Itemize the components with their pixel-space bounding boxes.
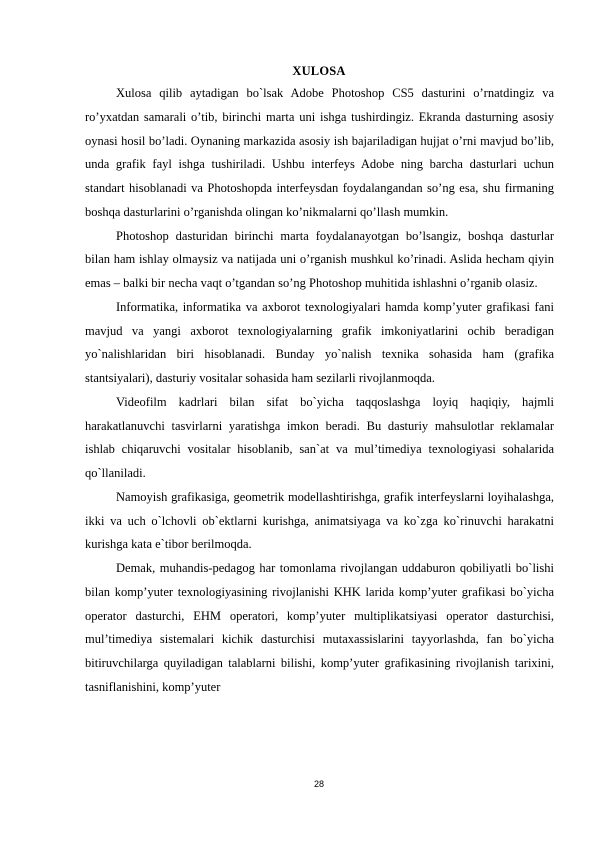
body-text [85,82,554,700]
paragraph-5: Namoyish grafikasiga, geometrik modellashtirishga, grafik interfeyslarni loyihalashga, ikki va uch o`lchovli ob`ektlarni kurishga, animatsiyaga va ko`zga ko`rinuvchi harakatni kurishga kata e`tibor berilmoqda. [85,489,554,552]
section-title: XULOSA [292,64,346,78]
paragraph-3: Informatika, informatika va axborot texnologiyalari hamda komp’yuter grafikasi fani mavjud va yangi axborot texnologiyalarning grafik imkoniyatlarini ochib beradigan yo`nalishlaridan biri hisoblanadi. Bunday yo`nalish texnika sohasida ham (grafika stantsiyalari), dasturiy vositalar sohasida ham sezilarli rivojlanmoqda. [85,299,554,385]
page-number: 28 [313,779,324,789]
paragraph-4: Videofilm kadrlari bilan sifat bo`yicha taqqoslashga loyiq haqiqiy, hajmli harakatlanuvchi tasvirlarni yaratishga imkon beradi. Bu dasturiy mahsulotlar reklamalar ishlab chiqaruvchi vositalar hisoblanib, san`at va mul’timediya texnologiyasi sohalarida qo`llaniladi. [85,394,554,480]
paragraph-2: Photoshop dasturidan birinchi marta foydalanayotgan bo’lsangiz, boshqa dasturlar bilan ham ishlay olmaysiz va natijada uni o’rganish mushkul ko’rinadi. Aslida hecham qiyin emas – balki bir necha vaqt o’tgandan so’ng Photoshop muhitida ishlashni o’rganib olasiz. [85,228,554,290]
paragraph-6: Demak, muhandis-pedagog har tomonlama rivojlangan uddaburon qobiliyatli bo`lishi bilan komp’yuter texnologiyasining rivojlanishi KHK larida komp’yuter grafikasi bo`yicha operator dasturchi, EHM operatori, komp’yuter multiplikatsiyasi operator dasturchisi, mul’timediya sistemalari kichik dasturchisi mutaxassislarini tayyorlashda, fan bo`yicha bitiruvchilarga quyiladigan talablarni bilishi, komp’yuter grafikasining rivojlanish tarixini, tasniflanishini, komp’yuter [85,561,554,694]
paragraph-1: Xulosa qilib aytadigan bo`lsak Adobe Photoshop CS5 dasturini o’rnatdingiz va ro’yxatdan samarali o’tib, birinchi marta uni ishga tushirdingiz. Ekranda dasturning asosiy oynasi hosil bo’ladi. Oynaning markazida asosiy ish bajariladigan hujjat o’rni mavjud bo’lib, unda grafik fayl ishga tushiriladi. Ushbu interfeys Adobe ning barcha dasturlari uchun standart hisoblanadi va Photoshopda interfeysdan foydalangandan so’ng esa, shu firmaning boshqa dasturlarini o’rganishda olingan ko’nikmalarni qo’llash mumkin. [85,86,554,219]
